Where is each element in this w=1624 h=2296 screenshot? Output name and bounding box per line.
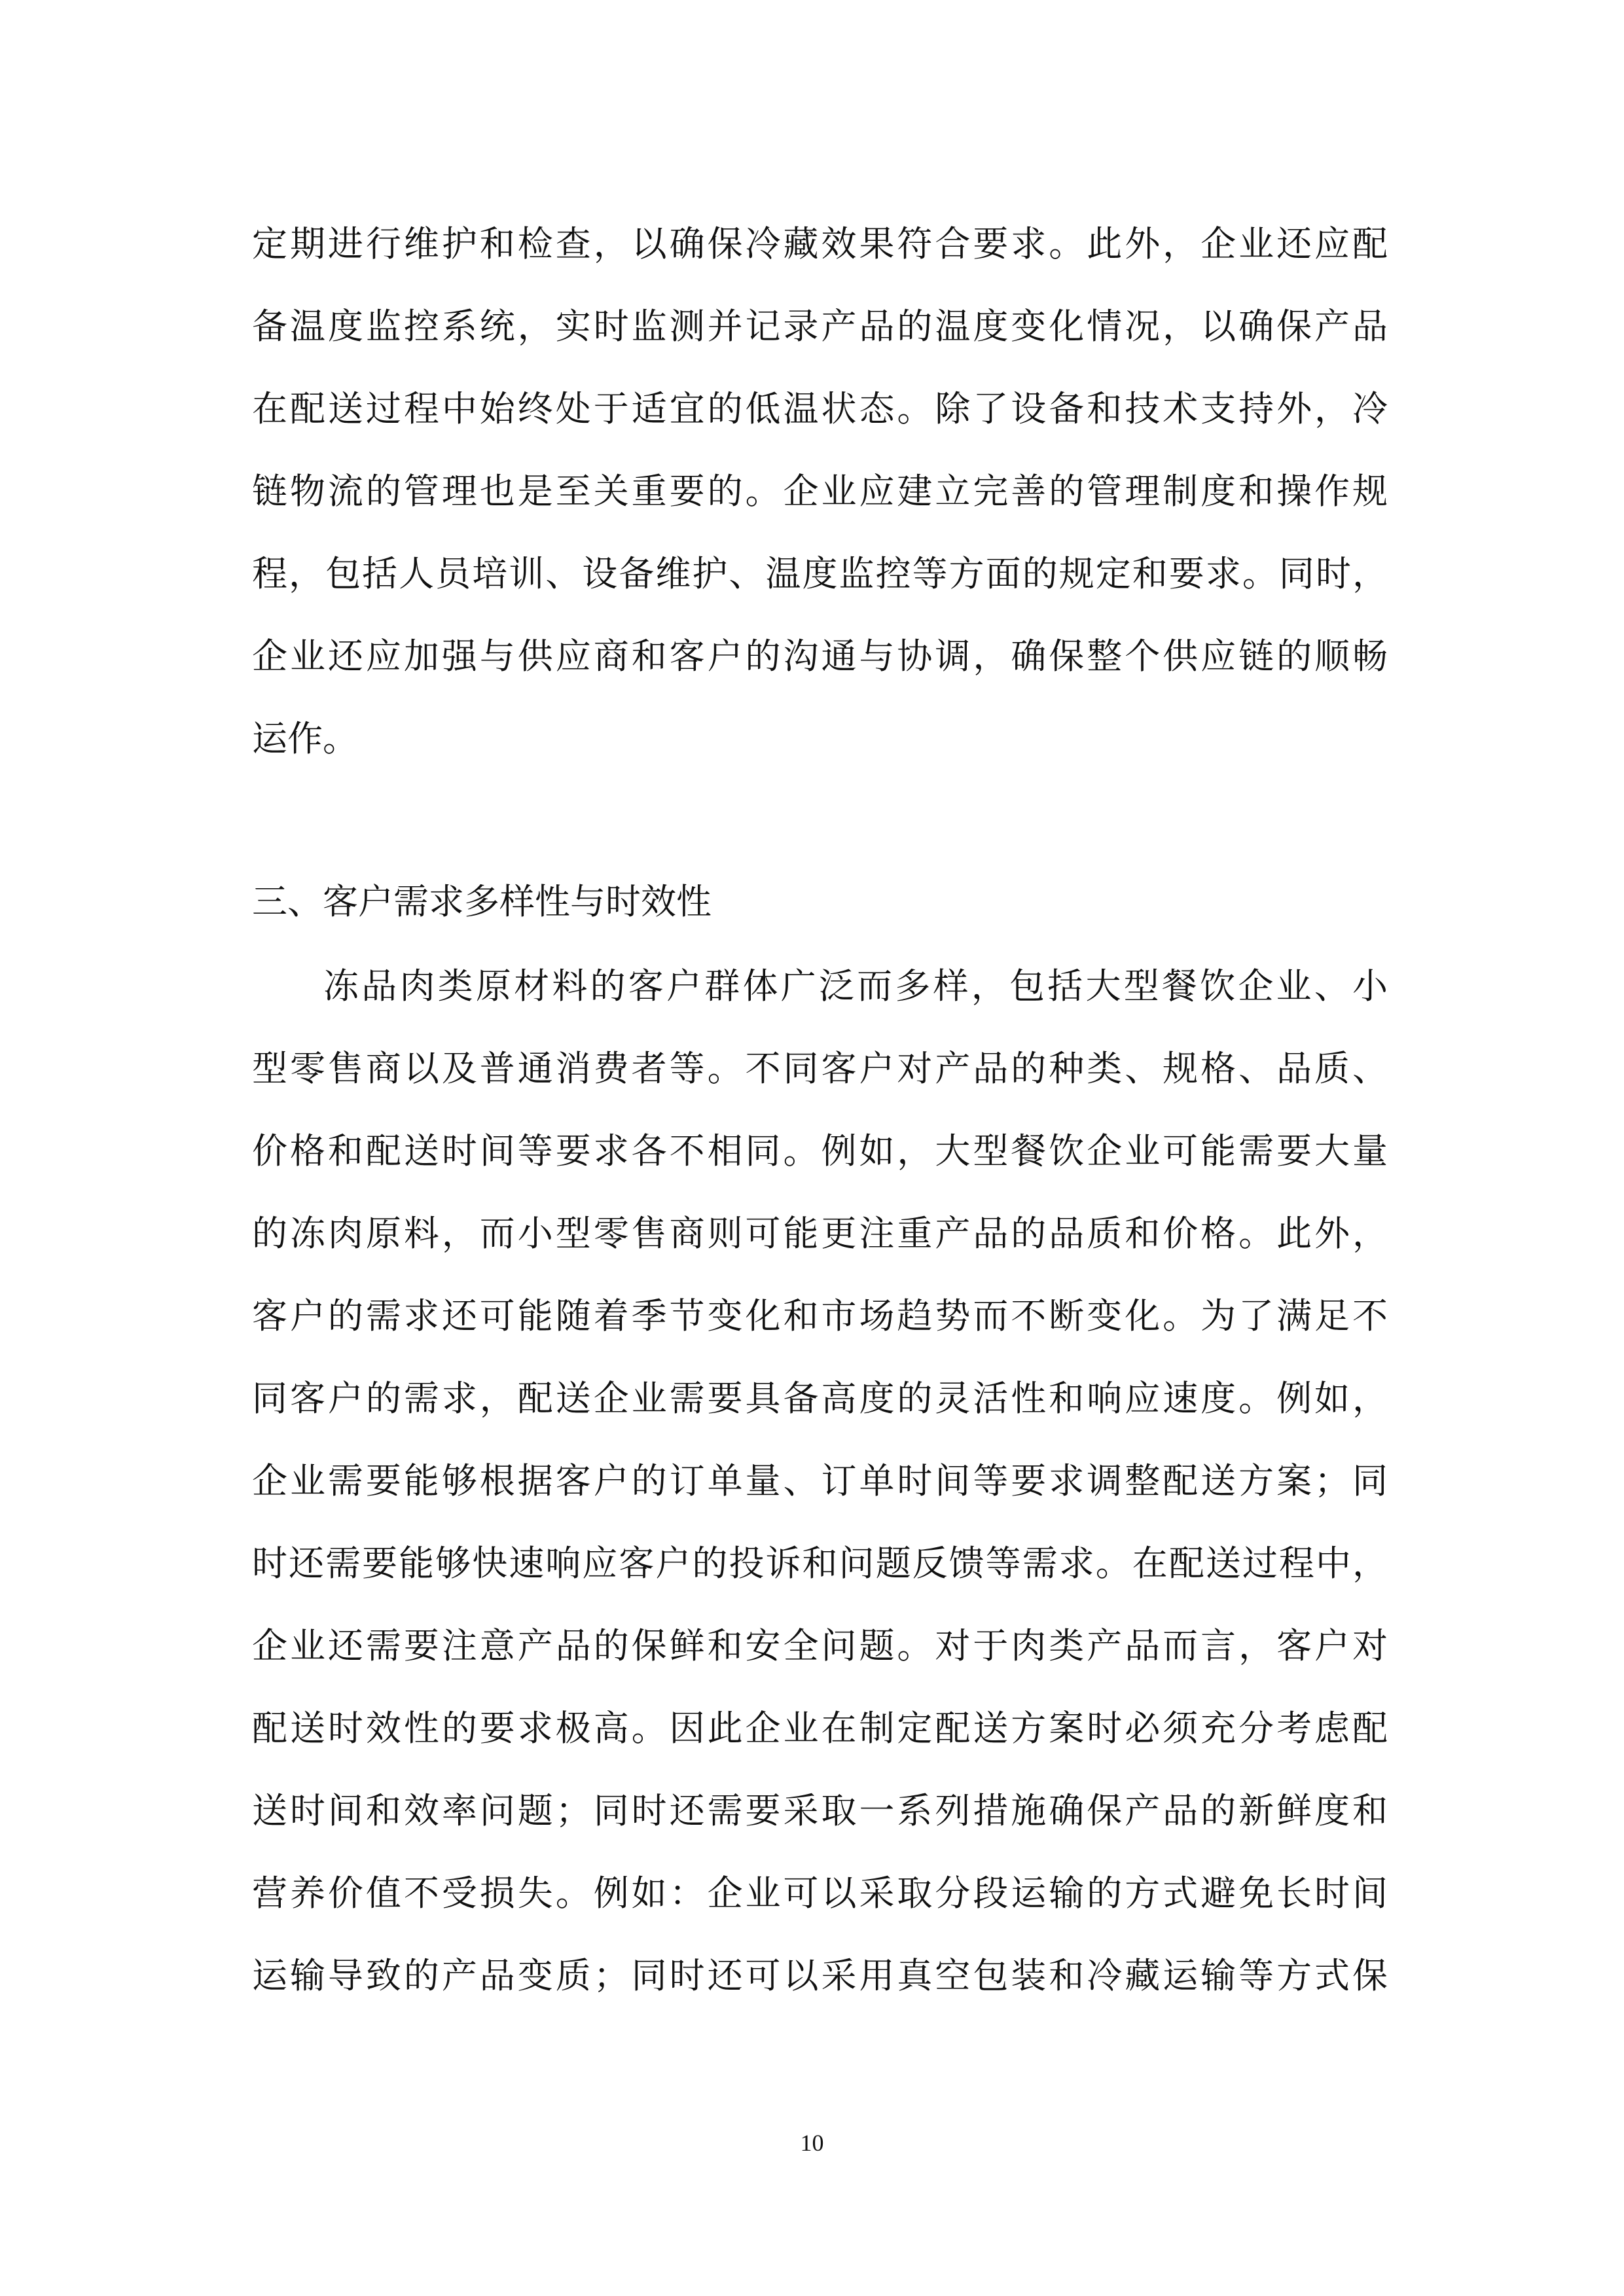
paragraph-1-line: 在配送过程中始终处于适宜的低温状态。除了设备和技术支持外，冷 [252, 388, 1388, 429]
paragraph-2-line: 价格和配送时间等要求各不相同。例如，大型餐饮企业可能需要大量 [252, 1130, 1388, 1172]
paragraph-2-line: 运输导致的产品变质；同时还可以采用真空包装和冷藏运输等方式保 [252, 1955, 1388, 1996]
paragraph-2-line: 营养价值不受损失。例如：企业可以采取分段运输的方式避免长时间 [252, 1873, 1388, 1914]
paragraph-2-line: 型零售商以及普通消费者等。不同客户对产品的种类、规格、品质、 [252, 1048, 1388, 1089]
paragraph-2-line: 冻品肉类原材料的客户群体广泛而多样，包括大型餐饮企业、小 [323, 965, 1388, 1007]
paragraph-1-line: 定期进行维护和检查，以确保冷藏效果符合要求。此外，企业还应配 [252, 223, 1388, 264]
paragraph-1-line: 链物流的管理也是至关重要的。企业应建立完善的管理制度和操作规 [252, 471, 1388, 512]
paragraph-2-line: 送时间和效率问题；同时还需要采取一系列措施确保产品的新鲜度和 [252, 1790, 1388, 1831]
paragraph-1-line: 备温度监控系统，实时监测并记录产品的温度变化情况，以确保产品 [252, 306, 1388, 347]
paragraph-1-line: 企业还应加强与供应商和客户的沟通与协调，确保整个供应链的顺畅 [252, 636, 1388, 677]
paragraph-2-line: 同客户的需求，配送企业需要具备高度的灵活性和响应速度。例如， [252, 1378, 1388, 1419]
paragraph-2-line: 配送时效性的要求极高。因此企业在制定配送方案时必须充分考虑配 [252, 1708, 1388, 1749]
paragraph-2-line: 企业需要能够根据客户的订单量、订单时间等要求调整配送方案；同 [252, 1460, 1388, 1501]
paragraph-1-line: 运作。 [252, 718, 358, 759]
page-number: 10 [800, 2130, 824, 2156]
section-heading: 三、客户需求多样性与时效性 [252, 881, 712, 922]
paragraph-2-line: 的冻肉原料，而小型零售商则可能更注重产品的品质和价格。此外， [252, 1213, 1388, 1254]
paragraph-1-line: 程，包括人员培训、设备维护、温度监控等方面的规定和要求。同时， [252, 553, 1388, 594]
paragraph-2-line: 企业还需要注意产品的保鲜和安全问题。对于肉类产品而言，客户对 [252, 1625, 1388, 1666]
paragraph-2-line: 客户的需求还可能随着季节变化和市场趋势而不断变化。为了满足不 [252, 1295, 1388, 1336]
paragraph-2-line: 时还需要能够快速响应客户的投诉和问题反馈等需求。在配送过程中， [252, 1543, 1388, 1584]
